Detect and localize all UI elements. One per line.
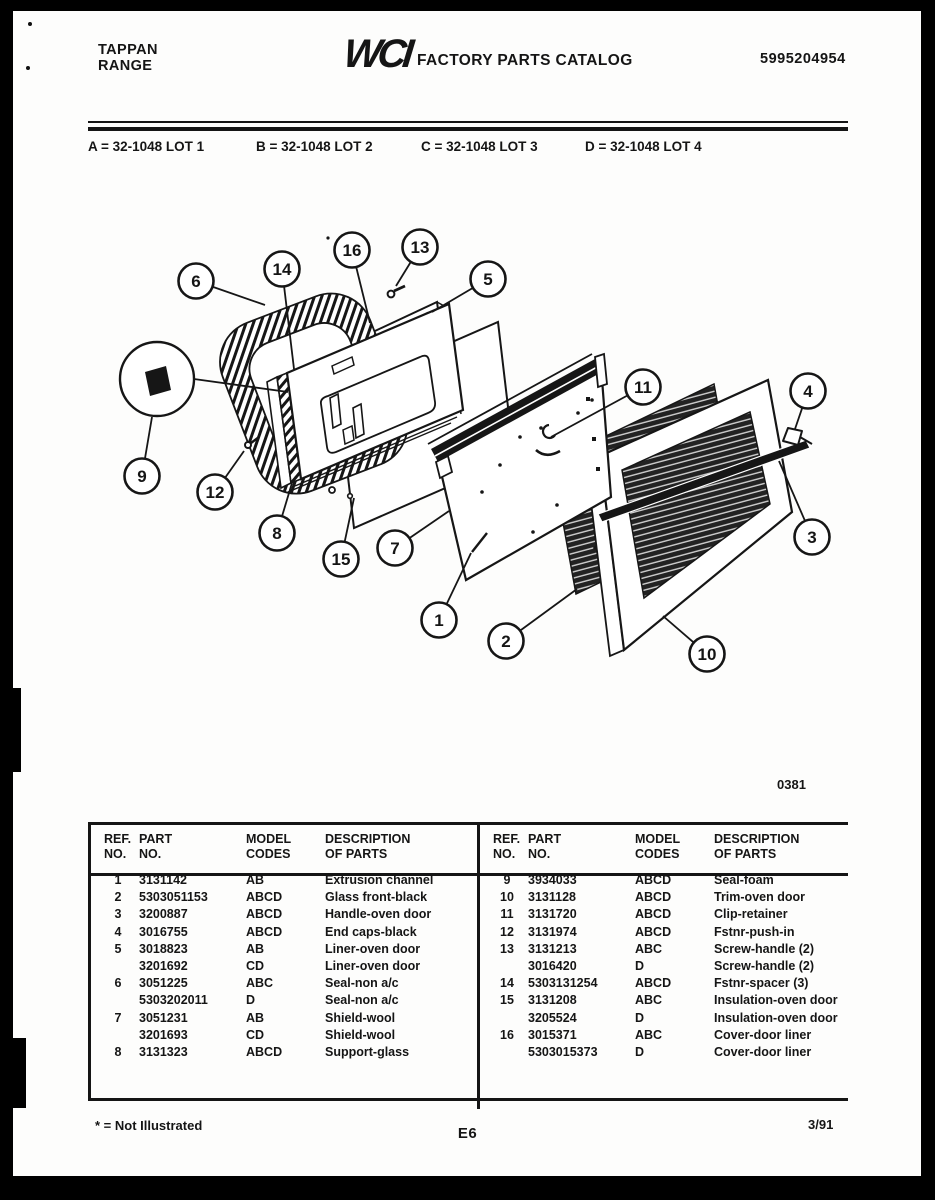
- lot-code-c: C = 32-1048 LOT 3: [421, 139, 538, 154]
- description-cell: Seal-non a/c: [325, 976, 399, 991]
- catalog-title: FACTORY PARTS CATALOG: [417, 52, 633, 69]
- part-no-cell: 3205524: [528, 1010, 577, 1025]
- model-codes-cell: CD: [246, 1027, 265, 1042]
- table-row: [104, 975, 477, 992]
- parts-table-right: [480, 825, 848, 1098]
- scan-speck: [26, 66, 30, 70]
- part-no-cell: 3131142: [139, 873, 187, 887]
- callout-7: [378, 511, 450, 566]
- ref-no-cell: 1: [114, 873, 122, 887]
- table-row: [493, 889, 848, 906]
- table-row: [493, 1010, 848, 1027]
- ref-no-cell: 6: [114, 976, 122, 991]
- callout-9: [125, 417, 160, 494]
- ref-no-cell: 4: [114, 924, 122, 939]
- description-cell: Extrusion channel: [325, 873, 434, 887]
- ref-no-cell: 12: [500, 924, 514, 939]
- model-codes-cell: ABC: [246, 976, 274, 991]
- svg-text:15: 15: [331, 550, 351, 569]
- model-codes-cell: D: [246, 993, 256, 1008]
- model-codes-cell: ABCD: [246, 1044, 283, 1059]
- not-illustrated-footnote: * = Not Illustrated: [95, 1118, 203, 1133]
- svg-text:10: 10: [697, 645, 717, 664]
- table-header-row: [91, 825, 477, 862]
- col-header-ref: REF. NO.: [493, 832, 521, 861]
- callout-8: [260, 483, 295, 551]
- svg-text:3: 3: [807, 528, 817, 547]
- svg-text:8: 8: [272, 524, 282, 543]
- callout-13: [396, 230, 438, 287]
- model-codes-cell: ABCD: [635, 976, 672, 991]
- model-codes-cell: ABCD: [246, 924, 283, 939]
- part-no-cell: 3201692: [139, 958, 188, 973]
- svg-text:12: 12: [205, 483, 225, 502]
- svg-text:4: 4: [803, 382, 813, 401]
- header-rule-thin: [88, 121, 848, 123]
- lot-code-a: A = 32-1048 LOT 1: [88, 139, 205, 154]
- svg-text:13: 13: [410, 238, 430, 257]
- model-codes-cell: D: [635, 1044, 645, 1059]
- part-handle-end-cap: [783, 428, 812, 445]
- table-row: [493, 924, 848, 941]
- part-no-cell: 3131213: [528, 941, 577, 956]
- table-row: [104, 872, 477, 889]
- part-no-cell: 3131128: [528, 890, 576, 905]
- table-row: [493, 958, 848, 975]
- model-codes-cell: AB: [246, 1010, 265, 1025]
- scan-edge-left: [0, 0, 13, 1200]
- table-row: [493, 1027, 848, 1044]
- description-cell: Seal-foam: [714, 873, 774, 887]
- scan-blob: [13, 716, 19, 730]
- description-cell: Screw-handle (2): [714, 958, 815, 973]
- table-rows-right: [480, 862, 848, 1061]
- ref-no-cell: 10: [500, 890, 514, 905]
- table-header-row: [480, 825, 848, 862]
- model-codes-cell: ABCD: [635, 873, 672, 887]
- part-no-cell: 3201693: [139, 1027, 188, 1042]
- part-no-cell: 3131974: [528, 924, 577, 939]
- col-header-part: PART NO.: [139, 832, 173, 861]
- part-no-cell: 3018823: [139, 941, 188, 956]
- brand-name: [98, 42, 158, 74]
- model-codes-cell: ABCD: [246, 907, 283, 922]
- description-cell: Trim-oven door: [714, 890, 805, 905]
- description-cell: Clip-retainer: [714, 907, 788, 922]
- table-row: [104, 958, 477, 975]
- ref-no-cell: 8: [114, 1044, 122, 1059]
- part-screw-13: [388, 286, 405, 297]
- col-header-part: PART NO.: [528, 832, 562, 861]
- part-no-cell: 3016755: [139, 924, 188, 939]
- table-row: [493, 906, 848, 923]
- table-row: [104, 889, 477, 906]
- svg-text:7: 7: [390, 539, 400, 558]
- table-row: [104, 1044, 477, 1061]
- description-cell: Liner-oven door: [325, 958, 421, 973]
- table-row: [493, 975, 848, 992]
- lot-code-d: D = 32-1048 LOT 4: [585, 139, 702, 154]
- part-no-cell: 3016420: [528, 958, 577, 973]
- description-cell: Fstnr-spacer (3): [714, 976, 809, 991]
- col-header-codes: MODEL CODES: [635, 832, 681, 861]
- model-codes-cell: ABCD: [246, 890, 283, 905]
- part-no-cell: 3015371: [528, 1027, 577, 1042]
- brand-line-2: RANGE: [98, 58, 153, 74]
- callout-6: [179, 264, 266, 306]
- ref-no-cell: 7: [114, 1010, 122, 1025]
- table-row: [104, 941, 477, 958]
- svg-text:16: 16: [342, 241, 362, 260]
- col-header-desc: DESCRIPTION OF PARTS: [714, 832, 800, 861]
- part-no-cell: 3131323: [139, 1044, 188, 1059]
- col-header-codes: MODEL CODES: [246, 832, 292, 861]
- col-header-ref: REF. NO.: [104, 832, 132, 861]
- part-no-cell: 3934033: [528, 873, 577, 887]
- wci-logo: WCI: [341, 32, 413, 76]
- ref-no-cell: 2: [114, 890, 122, 905]
- ref-no-cell: [104, 1027, 132, 1044]
- description-cell: Cover-door liner: [714, 1044, 812, 1059]
- model-codes-cell: ABC: [635, 941, 663, 956]
- part-no-cell: 3131720: [528, 907, 577, 922]
- figure-code: 0381: [777, 777, 806, 792]
- model-codes-cell: D: [635, 1010, 645, 1025]
- description-cell: End caps-black: [325, 924, 417, 939]
- svg-text:9: 9: [137, 467, 147, 486]
- part-no-cell: 5303015373: [528, 1044, 598, 1059]
- page-number: E6: [457, 1125, 478, 1142]
- ref-no-cell: 3: [114, 907, 122, 922]
- part-no-cell: 3051231: [139, 1010, 188, 1025]
- lot-code-b: B = 32-1048 LOT 2: [256, 139, 373, 154]
- part-no-cell: 3051225: [139, 976, 188, 991]
- part-no-cell: 3131208: [528, 993, 577, 1008]
- model-codes-cell: ABC: [635, 1027, 663, 1042]
- ref-no-cell: 9: [503, 873, 511, 887]
- model-codes-cell: ABCD: [635, 924, 672, 939]
- header-rule-thick: [88, 127, 848, 131]
- description-cell: Handle-oven door: [325, 907, 432, 922]
- description-cell: Screw-handle (2): [714, 941, 815, 956]
- description-cell: Insulation-oven door: [714, 1010, 838, 1025]
- brand-line-1: TAPPAN: [98, 42, 158, 58]
- scan-edge-right: [921, 0, 935, 1200]
- ref-no-cell: 14: [500, 976, 514, 991]
- table-row: [104, 924, 477, 941]
- table-row: [493, 941, 848, 958]
- callout-4: [791, 374, 826, 430]
- ref-no-cell: 11: [500, 907, 514, 922]
- model-codes-cell: D: [635, 958, 645, 973]
- revision-date: 3/91: [808, 1117, 834, 1132]
- table-row: [104, 1010, 477, 1027]
- ref-no-cell: [493, 958, 521, 975]
- ref-no-cell: 16: [500, 1027, 514, 1042]
- table-row: [104, 906, 477, 923]
- table-rows-left: [91, 862, 477, 1061]
- svg-text:6: 6: [191, 272, 201, 291]
- oven-door-exploded-diagram: [80, 215, 880, 705]
- description-cell: Cover-door liner: [714, 1027, 812, 1042]
- parts-table: [88, 822, 848, 1101]
- description-cell: Liner-oven door: [325, 941, 421, 956]
- scan-edge-bottom: [0, 1176, 935, 1200]
- ref-no-cell: 15: [500, 993, 514, 1008]
- part-no-cell: 5303131254: [528, 976, 598, 991]
- scan-speck: [28, 22, 32, 26]
- model-codes-cell: ABCD: [635, 890, 672, 905]
- ref-no-cell: [493, 1010, 521, 1027]
- ref-no-cell: 13: [500, 941, 514, 956]
- model-codes-cell: CD: [246, 958, 265, 973]
- model-codes-cell: AB: [246, 941, 265, 956]
- ref-no-cell: [104, 958, 132, 975]
- svg-text:14: 14: [272, 260, 292, 279]
- callout-10: [663, 616, 725, 672]
- scan-blob: [0, 1038, 26, 1108]
- part-no-cell: 3200887: [139, 907, 188, 922]
- table-row: [493, 872, 848, 889]
- ref-no-cell: [493, 1044, 521, 1061]
- description-cell: Shield-wool: [325, 1027, 396, 1042]
- svg-text:1: 1: [434, 611, 444, 630]
- table-row: [104, 1027, 477, 1044]
- part-no-cell: 5303202011: [139, 993, 208, 1008]
- description-cell: Support-glass: [325, 1044, 410, 1059]
- table-row: [493, 992, 848, 1009]
- part-no-cell: 5303051153: [139, 890, 208, 905]
- col-header-desc: DESCRIPTION OF PARTS: [325, 832, 411, 861]
- scan-blob: [0, 688, 21, 772]
- model-codes-cell: AB: [246, 873, 265, 887]
- parts-table-left: [91, 825, 477, 1098]
- description-cell: Fstnr-push-in: [714, 924, 795, 939]
- callout-12: [198, 451, 245, 510]
- model-codes-cell: ABCD: [635, 907, 672, 922]
- ref-no-cell: [104, 992, 132, 1009]
- scan-edge-top: [0, 0, 935, 11]
- callout-2: [489, 589, 578, 659]
- description-cell: Shield-wool: [325, 1010, 396, 1025]
- scan-speck: [326, 236, 329, 239]
- model-codes-cell: ABC: [635, 993, 663, 1008]
- part-door-liner: [586, 380, 792, 656]
- description-cell: Insulation-oven door: [714, 993, 838, 1008]
- description-cell: Glass front-black: [325, 890, 428, 905]
- svg-text:5: 5: [483, 270, 493, 289]
- callout-5: [432, 262, 506, 313]
- svg-text:2: 2: [501, 632, 511, 651]
- table-row: [493, 1044, 848, 1061]
- publication-number: 5995204954: [760, 51, 846, 67]
- table-row: [104, 992, 477, 1009]
- ref-no-cell: 5: [114, 941, 122, 956]
- svg-text:11: 11: [634, 378, 652, 397]
- description-cell: Seal-non a/c: [325, 993, 399, 1008]
